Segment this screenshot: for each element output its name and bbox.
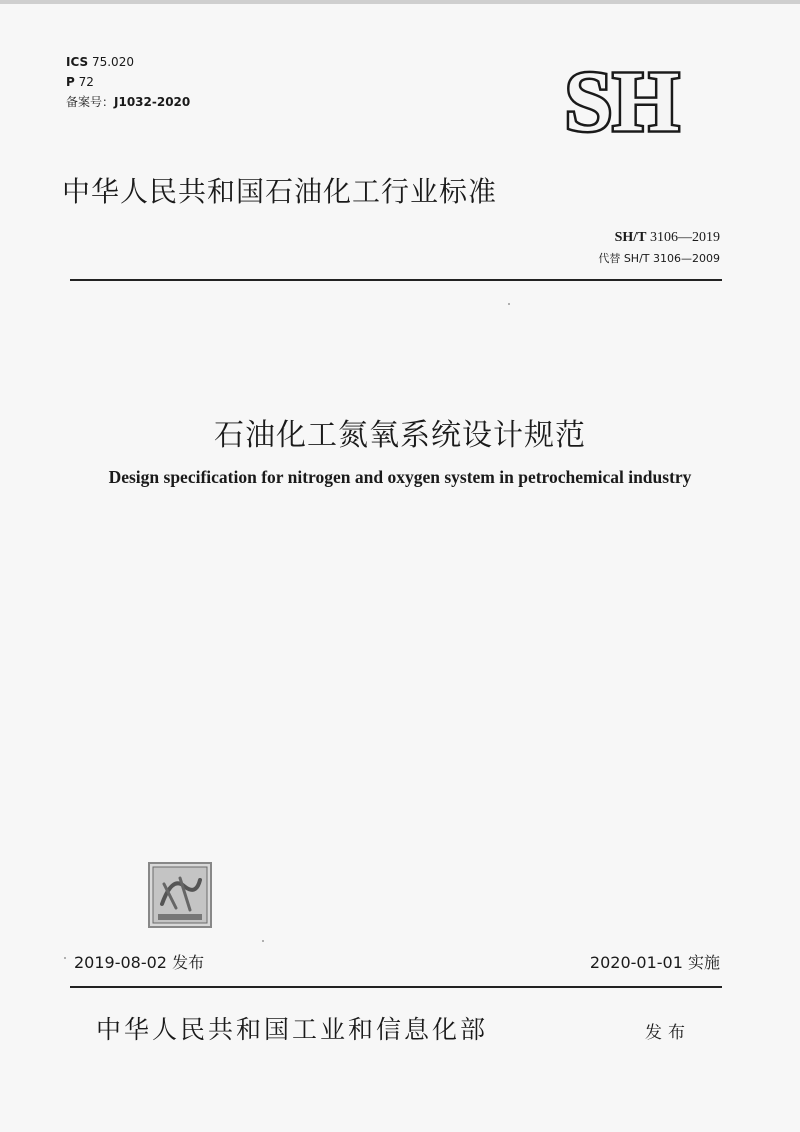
sh-logo-text: SH xyxy=(564,60,680,140)
industry-standard-heading: 中华人民共和国石油化工行业标准 xyxy=(62,175,498,208)
scan-speck xyxy=(508,303,510,305)
publish-date: 2019-08-02 发布 xyxy=(74,953,205,972)
standard-code-block xyxy=(598,230,720,266)
document-title-chinese: 石油化工氮氧系统设计规范 xyxy=(214,418,586,453)
effective-date: 2020-01-01 实施 xyxy=(589,953,720,972)
page-top-edge xyxy=(0,0,800,4)
issue-label: 发布 xyxy=(645,1023,691,1043)
sh-logo xyxy=(545,60,700,140)
replaces-code: 代替 SH/T 3106—2009 xyxy=(598,252,720,265)
issuing-authority: 中华人民共和国工业和信息化部 xyxy=(96,1015,489,1044)
filing-line: 备案号：J1032-2020 xyxy=(66,95,191,109)
publisher-seal xyxy=(148,862,212,928)
scan-speck xyxy=(262,940,264,942)
ics-line: ICS 75.020 xyxy=(66,55,134,69)
scan-speck xyxy=(64,957,66,959)
document-title-english: Design specification for nitrogen and oxygen system in petrochemical industry xyxy=(108,467,692,487)
footer-divider xyxy=(70,986,722,988)
classification-block xyxy=(66,52,190,112)
seal-graphic xyxy=(150,864,210,926)
header-divider xyxy=(70,279,722,281)
standard-code: SH/T 3106—2019 xyxy=(614,230,720,245)
class-line: P 72 xyxy=(66,75,94,89)
